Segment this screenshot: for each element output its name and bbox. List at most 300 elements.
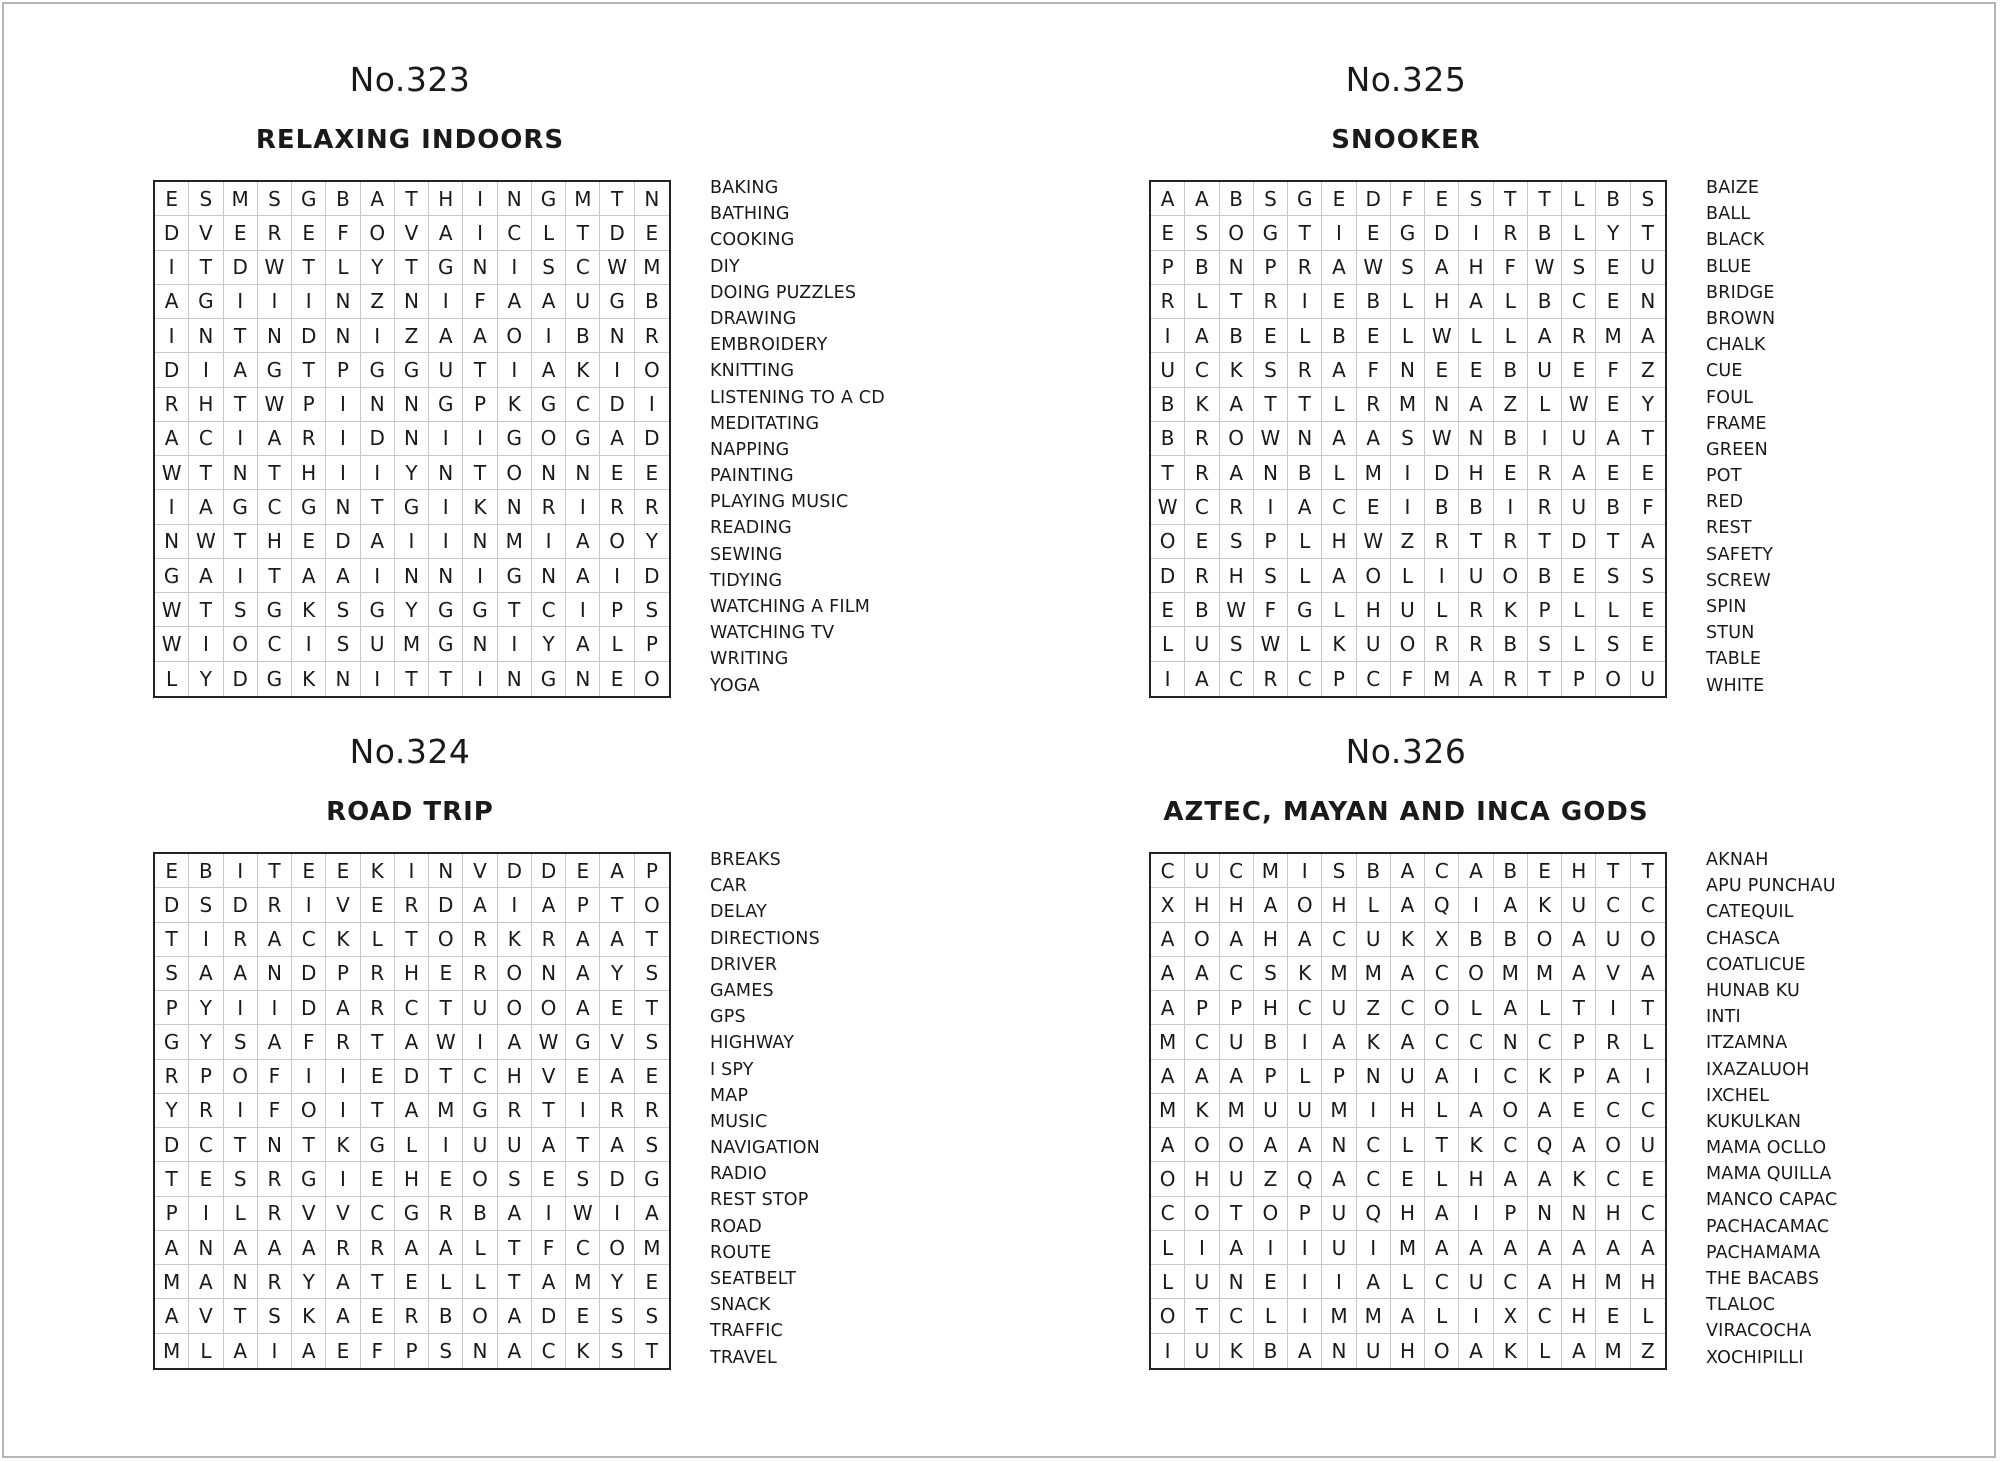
grid-cell[interactable]: D [292, 957, 326, 991]
grid-cell[interactable]: N [532, 559, 566, 593]
grid-cell[interactable]: E [600, 662, 634, 696]
grid-cell[interactable]: T [361, 1025, 395, 1059]
grid-cell[interactable]: A [1322, 559, 1356, 593]
grid-cell[interactable]: W [1357, 251, 1391, 285]
grid-cell[interactable]: E [1459, 353, 1493, 387]
grid-cell[interactable]: U [1322, 1231, 1356, 1265]
grid-cell[interactable]: E [1631, 456, 1665, 490]
grid-cell[interactable]: Y [600, 1265, 634, 1299]
grid-cell[interactable]: I [1459, 1299, 1493, 1333]
grid-cell[interactable]: T [566, 1128, 600, 1162]
grid-cell[interactable]: W [258, 388, 292, 422]
grid-cell[interactable]: D [224, 888, 258, 922]
grid-cell[interactable]: M [1357, 1299, 1391, 1333]
grid-cell[interactable]: N [189, 319, 223, 353]
grid-cell[interactable]: T [1254, 388, 1288, 422]
grid-cell[interactable]: L [1562, 593, 1596, 627]
grid-cell[interactable]: R [1185, 422, 1219, 456]
grid-cell[interactable]: L [1528, 1334, 1562, 1368]
grid-cell[interactable]: B [1220, 182, 1254, 216]
grid-cell[interactable]: M [1596, 1334, 1630, 1368]
grid-cell[interactable]: L [1528, 991, 1562, 1025]
grid-cell[interactable]: A [189, 1265, 223, 1299]
grid-cell[interactable]: L [1391, 319, 1425, 353]
grid-cell[interactable]: G [463, 593, 497, 627]
grid-cell[interactable]: K [1322, 627, 1356, 661]
grid-cell[interactable]: M [1391, 388, 1425, 422]
grid-cell[interactable]: X [1425, 923, 1459, 957]
grid-cell[interactable]: L [1288, 627, 1322, 661]
grid-cell[interactable]: G [361, 353, 395, 387]
grid-cell[interactable]: R [361, 1231, 395, 1265]
grid-cell[interactable]: S [1596, 559, 1630, 593]
grid-cell[interactable]: A [429, 1231, 463, 1265]
grid-cell[interactable]: I [498, 627, 532, 661]
grid-cell[interactable]: A [1220, 388, 1254, 422]
grid-cell[interactable]: B [1596, 490, 1630, 524]
grid-cell[interactable]: R [1494, 662, 1528, 696]
grid-cell[interactable]: I [1357, 1094, 1391, 1128]
grid-cell[interactable]: K [292, 662, 326, 696]
grid-cell[interactable]: B [1494, 854, 1528, 888]
grid-cell[interactable]: N [224, 456, 258, 490]
grid-cell[interactable]: A [1220, 1060, 1254, 1094]
grid-cell[interactable]: E [1562, 1094, 1596, 1128]
grid-cell[interactable]: M [429, 1094, 463, 1128]
grid-cell[interactable]: R [1562, 319, 1596, 353]
grid-cell[interactable]: T [429, 662, 463, 696]
grid-cell[interactable]: K [463, 490, 497, 524]
grid-cell[interactable]: L [1288, 1060, 1322, 1094]
grid-cell[interactable]: T [224, 525, 258, 559]
grid-cell[interactable]: P [1254, 251, 1288, 285]
grid-cell[interactable]: U [1185, 1334, 1219, 1368]
grid-cell[interactable]: Z [361, 285, 395, 319]
grid-cell[interactable]: C [1185, 490, 1219, 524]
grid-cell[interactable]: W [1151, 490, 1185, 524]
grid-cell[interactable]: N [429, 854, 463, 888]
grid-cell[interactable]: V [326, 1197, 360, 1231]
grid-cell[interactable]: B [1528, 216, 1562, 250]
grid-cell[interactable]: N [1425, 388, 1459, 422]
grid-cell[interactable]: U [1357, 923, 1391, 957]
grid-cell[interactable]: N [326, 490, 360, 524]
grid-cell[interactable]: A [498, 1299, 532, 1333]
grid-cell[interactable]: G [155, 559, 189, 593]
grid-cell[interactable]: I [361, 456, 395, 490]
grid-cell[interactable]: O [1185, 923, 1219, 957]
grid-cell[interactable]: E [600, 991, 634, 1025]
grid-cell[interactable]: I [326, 1094, 360, 1128]
grid-cell[interactable]: I [498, 888, 532, 922]
grid-cell[interactable]: U [1596, 923, 1630, 957]
grid-cell[interactable]: W [1425, 319, 1459, 353]
grid-cell[interactable]: N [395, 285, 429, 319]
grid-cell[interactable]: N [566, 456, 600, 490]
grid-cell[interactable]: K [1391, 923, 1425, 957]
grid-cell[interactable]: N [1562, 1197, 1596, 1231]
grid-cell[interactable]: I [155, 490, 189, 524]
grid-cell[interactable]: H [395, 1162, 429, 1196]
grid-cell[interactable]: L [1562, 216, 1596, 250]
grid-cell[interactable]: Z [1391, 525, 1425, 559]
grid-cell[interactable]: I [1151, 319, 1185, 353]
grid-cell[interactable]: L [1254, 1299, 1288, 1333]
grid-cell[interactable]: B [1459, 490, 1493, 524]
grid-cell[interactable]: Q [1528, 1128, 1562, 1162]
grid-cell[interactable]: O [1596, 662, 1630, 696]
grid-cell[interactable]: E [1357, 216, 1391, 250]
grid-cell[interactable]: A [224, 1334, 258, 1368]
grid-cell[interactable]: A [1562, 957, 1596, 991]
grid-cell[interactable]: A [1288, 1334, 1322, 1368]
grid-cell[interactable]: P [600, 593, 634, 627]
grid-cell[interactable]: S [635, 1128, 669, 1162]
grid-cell[interactable]: U [1391, 593, 1425, 627]
grid-cell[interactable]: T [429, 1060, 463, 1094]
grid-cell[interactable]: A [1528, 1094, 1562, 1128]
grid-cell[interactable]: C [1151, 854, 1185, 888]
grid-cell[interactable]: N [532, 957, 566, 991]
grid-cell[interactable]: I [463, 1025, 497, 1059]
grid-cell[interactable]: E [1151, 593, 1185, 627]
grid-cell[interactable]: K [1562, 1162, 1596, 1196]
grid-cell[interactable]: U [463, 991, 497, 1025]
grid-cell[interactable]: A [258, 422, 292, 456]
grid-cell[interactable]: A [1220, 456, 1254, 490]
grid-cell[interactable]: R [1425, 627, 1459, 661]
grid-cell[interactable]: A [361, 525, 395, 559]
grid-cell[interactable]: A [1631, 1231, 1665, 1265]
grid-cell[interactable]: C [1425, 854, 1459, 888]
grid-cell[interactable]: R [258, 1162, 292, 1196]
grid-cell[interactable]: U [1322, 991, 1356, 1025]
grid-cell[interactable]: Y [532, 627, 566, 661]
grid-cell[interactable]: O [361, 216, 395, 250]
grid-cell[interactable]: T [395, 182, 429, 216]
grid-cell[interactable]: B [1254, 1334, 1288, 1368]
grid-cell[interactable]: D [361, 422, 395, 456]
grid-cell[interactable]: P [1220, 991, 1254, 1025]
grid-cell[interactable]: L [1391, 285, 1425, 319]
grid-cell[interactable]: A [1562, 1128, 1596, 1162]
grid-cell[interactable]: I [429, 525, 463, 559]
grid-cell[interactable]: S [1631, 182, 1665, 216]
grid-cell[interactable]: N [189, 1231, 223, 1265]
grid-cell[interactable]: B [429, 1299, 463, 1333]
grid-cell[interactable]: C [1288, 991, 1322, 1025]
grid-cell[interactable]: G [1288, 593, 1322, 627]
grid-cell[interactable]: R [1254, 662, 1288, 696]
grid-cell[interactable]: B [1459, 923, 1493, 957]
grid-cell[interactable]: D [635, 422, 669, 456]
grid-cell[interactable]: E [361, 1162, 395, 1196]
grid-cell[interactable]: A [1494, 1162, 1528, 1196]
grid-cell[interactable]: A [361, 182, 395, 216]
grid-cell[interactable]: B [635, 285, 669, 319]
grid-cell[interactable]: B [1185, 251, 1219, 285]
grid-cell[interactable]: P [1254, 525, 1288, 559]
grid-cell[interactable]: O [532, 422, 566, 456]
grid-cell[interactable]: I [326, 456, 360, 490]
grid-cell[interactable]: A [532, 1265, 566, 1299]
grid-cell[interactable]: I [189, 627, 223, 661]
grid-cell[interactable]: B [1288, 456, 1322, 490]
grid-cell[interactable]: A [1288, 923, 1322, 957]
grid-cell[interactable]: N [429, 456, 463, 490]
grid-cell[interactable]: A [566, 957, 600, 991]
grid-cell[interactable]: G [258, 353, 292, 387]
grid-cell[interactable]: C [1220, 854, 1254, 888]
grid-cell[interactable]: K [1220, 353, 1254, 387]
grid-cell[interactable]: Z [395, 319, 429, 353]
grid-cell[interactable]: T [155, 1162, 189, 1196]
grid-cell[interactable]: A [1494, 1231, 1528, 1265]
grid-cell[interactable]: G [566, 422, 600, 456]
grid-cell[interactable]: A [292, 1231, 326, 1265]
grid-cell[interactable]: A [258, 923, 292, 957]
grid-cell[interactable]: I [361, 319, 395, 353]
grid-cell[interactable]: O [1357, 559, 1391, 593]
grid-cell[interactable]: B [1494, 923, 1528, 957]
grid-cell[interactable]: D [532, 1299, 566, 1333]
grid-cell[interactable]: T [361, 490, 395, 524]
grid-cell[interactable]: O [224, 627, 258, 661]
grid-cell[interactable]: W [258, 251, 292, 285]
grid-cell[interactable]: I [1288, 854, 1322, 888]
grid-cell[interactable]: R [635, 1094, 669, 1128]
grid-cell[interactable]: C [1322, 490, 1356, 524]
grid-cell[interactable]: B [1357, 285, 1391, 319]
grid-cell[interactable]: A [1151, 991, 1185, 1025]
grid-cell[interactable]: A [1185, 957, 1219, 991]
grid-cell[interactable]: V [189, 1299, 223, 1333]
grid-cell[interactable]: A [498, 1025, 532, 1059]
grid-cell[interactable]: T [189, 456, 223, 490]
grid-cell[interactable]: D [600, 388, 634, 422]
grid-cell[interactable]: A [1425, 1231, 1459, 1265]
grid-cell[interactable]: N [566, 662, 600, 696]
grid-cell[interactable]: I [498, 251, 532, 285]
grid-cell[interactable]: R [1288, 353, 1322, 387]
grid-cell[interactable]: R [429, 1197, 463, 1231]
grid-cell[interactable]: A [1151, 182, 1185, 216]
grid-cell[interactable]: I [1357, 1231, 1391, 1265]
grid-cell[interactable]: T [1494, 182, 1528, 216]
grid-cell[interactable]: E [566, 1299, 600, 1333]
grid-cell[interactable]: U [1322, 1197, 1356, 1231]
grid-cell[interactable]: L [1425, 1299, 1459, 1333]
grid-cell[interactable]: H [1391, 1197, 1425, 1231]
grid-cell[interactable]: Y [395, 456, 429, 490]
grid-cell[interactable]: T [292, 1128, 326, 1162]
grid-cell[interactable]: I [463, 216, 497, 250]
grid-cell[interactable]: S [326, 593, 360, 627]
grid-cell[interactable]: T [292, 353, 326, 387]
grid-cell[interactable]: E [1596, 251, 1630, 285]
grid-cell[interactable]: G [224, 490, 258, 524]
grid-cell[interactable]: M [395, 627, 429, 661]
grid-cell[interactable]: B [1425, 490, 1459, 524]
grid-cell[interactable]: A [1562, 1334, 1596, 1368]
grid-cell[interactable]: U [1459, 1265, 1493, 1299]
grid-cell[interactable]: Y [189, 991, 223, 1025]
grid-cell[interactable]: T [224, 1128, 258, 1162]
grid-cell[interactable]: N [463, 1334, 497, 1368]
grid-cell[interactable]: I [258, 991, 292, 1025]
grid-cell[interactable]: C [258, 627, 292, 661]
grid-cell[interactable]: M [1357, 456, 1391, 490]
grid-cell[interactable]: A [1631, 525, 1665, 559]
grid-cell[interactable]: I [463, 559, 497, 593]
grid-cell[interactable]: N [224, 1265, 258, 1299]
grid-cell[interactable]: L [1322, 593, 1356, 627]
grid-cell[interactable]: O [1151, 1299, 1185, 1333]
grid-cell[interactable]: N [1322, 1128, 1356, 1162]
grid-cell[interactable]: M [1151, 1094, 1185, 1128]
grid-cell[interactable]: I [1596, 991, 1630, 1025]
grid-cell[interactable]: S [326, 627, 360, 661]
grid-cell[interactable]: N [1631, 285, 1665, 319]
grid-cell[interactable]: A [155, 422, 189, 456]
grid-cell[interactable]: B [1528, 559, 1562, 593]
grid-cell[interactable]: I [292, 888, 326, 922]
grid-cell[interactable]: A [1254, 1128, 1288, 1162]
grid-cell[interactable]: C [1220, 1299, 1254, 1333]
grid-cell[interactable]: S [1391, 422, 1425, 456]
grid-cell[interactable]: H [1185, 1162, 1219, 1196]
grid-cell[interactable]: A [532, 888, 566, 922]
grid-cell[interactable]: N [326, 285, 360, 319]
grid-cell[interactable]: C [292, 923, 326, 957]
grid-cell[interactable]: I [463, 662, 497, 696]
grid-cell[interactable]: E [1596, 456, 1630, 490]
grid-cell[interactable]: E [292, 525, 326, 559]
grid-cell[interactable]: A [498, 1197, 532, 1231]
grid-cell[interactable]: L [1151, 1265, 1185, 1299]
grid-cell[interactable]: D [1357, 182, 1391, 216]
grid-cell[interactable]: N [635, 182, 669, 216]
grid-cell[interactable]: N [361, 388, 395, 422]
grid-cell[interactable]: K [1220, 1334, 1254, 1368]
grid-cell[interactable]: E [1631, 1162, 1665, 1196]
grid-cell[interactable]: Y [361, 251, 395, 285]
grid-cell[interactable]: S [1254, 559, 1288, 593]
grid-cell[interactable]: C [1631, 888, 1665, 922]
grid-cell[interactable]: R [1185, 456, 1219, 490]
grid-cell[interactable]: L [1391, 559, 1425, 593]
grid-cell[interactable]: E [566, 854, 600, 888]
grid-cell[interactable]: B [1254, 1025, 1288, 1059]
grid-cell[interactable]: I [1528, 422, 1562, 456]
grid-cell[interactable]: G [429, 627, 463, 661]
grid-cell[interactable]: A [189, 559, 223, 593]
grid-cell[interactable]: K [498, 923, 532, 957]
grid-cell[interactable]: C [1562, 285, 1596, 319]
grid-cell[interactable]: G [292, 182, 326, 216]
grid-cell[interactable]: E [532, 1162, 566, 1196]
grid-cell[interactable]: A [1459, 388, 1493, 422]
grid-cell[interactable]: A [326, 991, 360, 1025]
grid-cell[interactable]: R [1220, 490, 1254, 524]
grid-cell[interactable]: C [566, 251, 600, 285]
grid-cell[interactable]: V [532, 1060, 566, 1094]
grid-cell[interactable]: E [1357, 319, 1391, 353]
grid-cell[interactable]: A [1631, 319, 1665, 353]
grid-cell[interactable]: A [1220, 923, 1254, 957]
grid-cell[interactable]: U [1562, 422, 1596, 456]
grid-cell[interactable]: A [1322, 1025, 1356, 1059]
grid-cell[interactable]: T [635, 991, 669, 1025]
grid-cell[interactable]: U [1254, 1094, 1288, 1128]
grid-cell[interactable]: S [1185, 216, 1219, 250]
grid-cell[interactable]: I [258, 285, 292, 319]
grid-cell[interactable]: R [258, 1265, 292, 1299]
grid-cell[interactable]: R [258, 888, 292, 922]
grid-cell[interactable]: S [1254, 957, 1288, 991]
grid-cell[interactable]: U [429, 353, 463, 387]
grid-cell[interactable]: U [1185, 1265, 1219, 1299]
grid-cell[interactable]: C [258, 490, 292, 524]
grid-cell[interactable]: C [1494, 1128, 1528, 1162]
grid-cell[interactable]: C [1459, 1025, 1493, 1059]
grid-cell[interactable]: L [1596, 593, 1630, 627]
grid-cell[interactable]: E [292, 216, 326, 250]
grid-cell[interactable]: Z [1631, 353, 1665, 387]
grid-cell[interactable]: A [429, 319, 463, 353]
grid-cell[interactable]: C [395, 991, 429, 1025]
grid-cell[interactable]: R [361, 957, 395, 991]
grid-cell[interactable]: D [155, 353, 189, 387]
grid-cell[interactable]: N [498, 662, 532, 696]
grid-cell[interactable]: F [1596, 353, 1630, 387]
grid-cell[interactable]: U [1459, 559, 1493, 593]
grid-cell[interactable]: N [429, 559, 463, 593]
grid-cell[interactable]: I [429, 490, 463, 524]
grid-cell[interactable]: C [1494, 1060, 1528, 1094]
grid-cell[interactable]: I [326, 1162, 360, 1196]
grid-cell[interactable]: U [1288, 1094, 1322, 1128]
grid-cell[interactable]: I [395, 854, 429, 888]
grid-cell[interactable]: B [566, 319, 600, 353]
grid-cell[interactable]: G [1254, 216, 1288, 250]
grid-cell[interactable]: R [600, 490, 634, 524]
grid-cell[interactable]: A [600, 1128, 634, 1162]
grid-cell[interactable]: G [635, 1162, 669, 1196]
grid-cell[interactable]: L [1562, 182, 1596, 216]
grid-cell[interactable]: M [224, 182, 258, 216]
grid-cell[interactable]: E [1151, 216, 1185, 250]
grid-cell[interactable]: H [1562, 854, 1596, 888]
grid-cell[interactable]: F [1391, 182, 1425, 216]
grid-cell[interactable]: D [292, 319, 326, 353]
grid-cell[interactable]: I [463, 422, 497, 456]
grid-cell[interactable]: A [1562, 923, 1596, 957]
grid-cell[interactable]: W [1357, 525, 1391, 559]
grid-cell[interactable]: S [498, 1162, 532, 1196]
grid-cell[interactable]: D [1562, 525, 1596, 559]
grid-cell[interactable]: G [532, 662, 566, 696]
grid-cell[interactable]: L [155, 662, 189, 696]
grid-cell[interactable]: E [361, 1299, 395, 1333]
grid-cell[interactable]: K [1494, 593, 1528, 627]
grid-cell[interactable]: I [189, 923, 223, 957]
grid-cell[interactable]: L [1631, 1025, 1665, 1059]
grid-cell[interactable]: I [326, 422, 360, 456]
grid-cell[interactable]: L [1391, 1265, 1425, 1299]
grid-cell[interactable]: T [1631, 422, 1665, 456]
grid-cell[interactable]: C [1528, 1025, 1562, 1059]
